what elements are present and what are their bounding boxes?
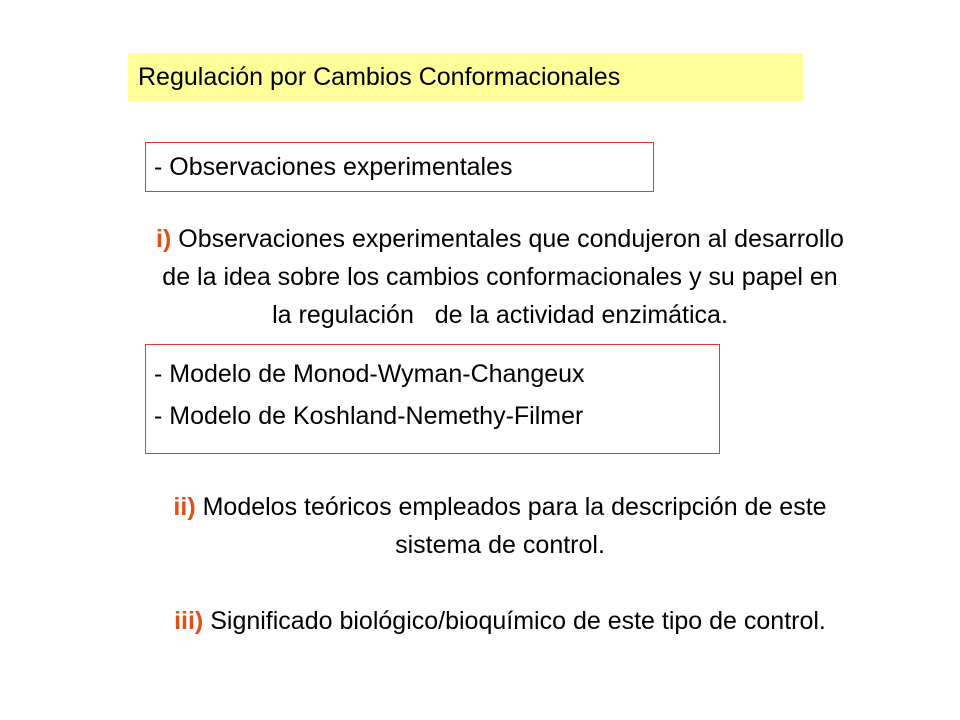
slide-title xyxy=(128,53,803,101)
item-iii-number: iii) xyxy=(174,607,204,635)
item-ii-number: ii) xyxy=(173,493,196,521)
item-i-line-1 xyxy=(40,220,960,258)
models-box xyxy=(145,344,720,454)
model-mwc: - Modelo de Monod-Wyman-Changeux xyxy=(154,360,585,388)
observations-label: - Observaciones experimentales xyxy=(154,152,513,181)
item-i-text-1: Observaciones experimentales que condujeron al desarrollo xyxy=(178,225,844,253)
item-i-line-3: la regulación de la actividad enzimática. xyxy=(272,301,728,329)
item-ii-line-1 xyxy=(40,488,960,526)
item-i-line-2: de la idea sobre los cambios conformacionales y su papel en xyxy=(162,263,838,291)
item-i-paragraph xyxy=(40,220,960,334)
slide-title-text: Regulación por Cambios Conformacionales xyxy=(138,62,621,91)
item-ii-text-1: Modelos teóricos empleados para la descripción de este xyxy=(202,493,827,521)
observations-box xyxy=(145,142,654,192)
item-iii-line-1 xyxy=(40,602,960,640)
item-ii-line-2: sistema de control. xyxy=(395,531,605,559)
item-iii-text-1: Significado biológico/bioquímico de este tipo de control. xyxy=(210,607,826,635)
item-ii-paragraph xyxy=(40,488,960,564)
item-iii-paragraph xyxy=(40,602,960,640)
item-i-number: i) xyxy=(156,225,172,253)
model-knf: - Modelo de Koshland-Nemethy-Filmer xyxy=(154,402,584,430)
